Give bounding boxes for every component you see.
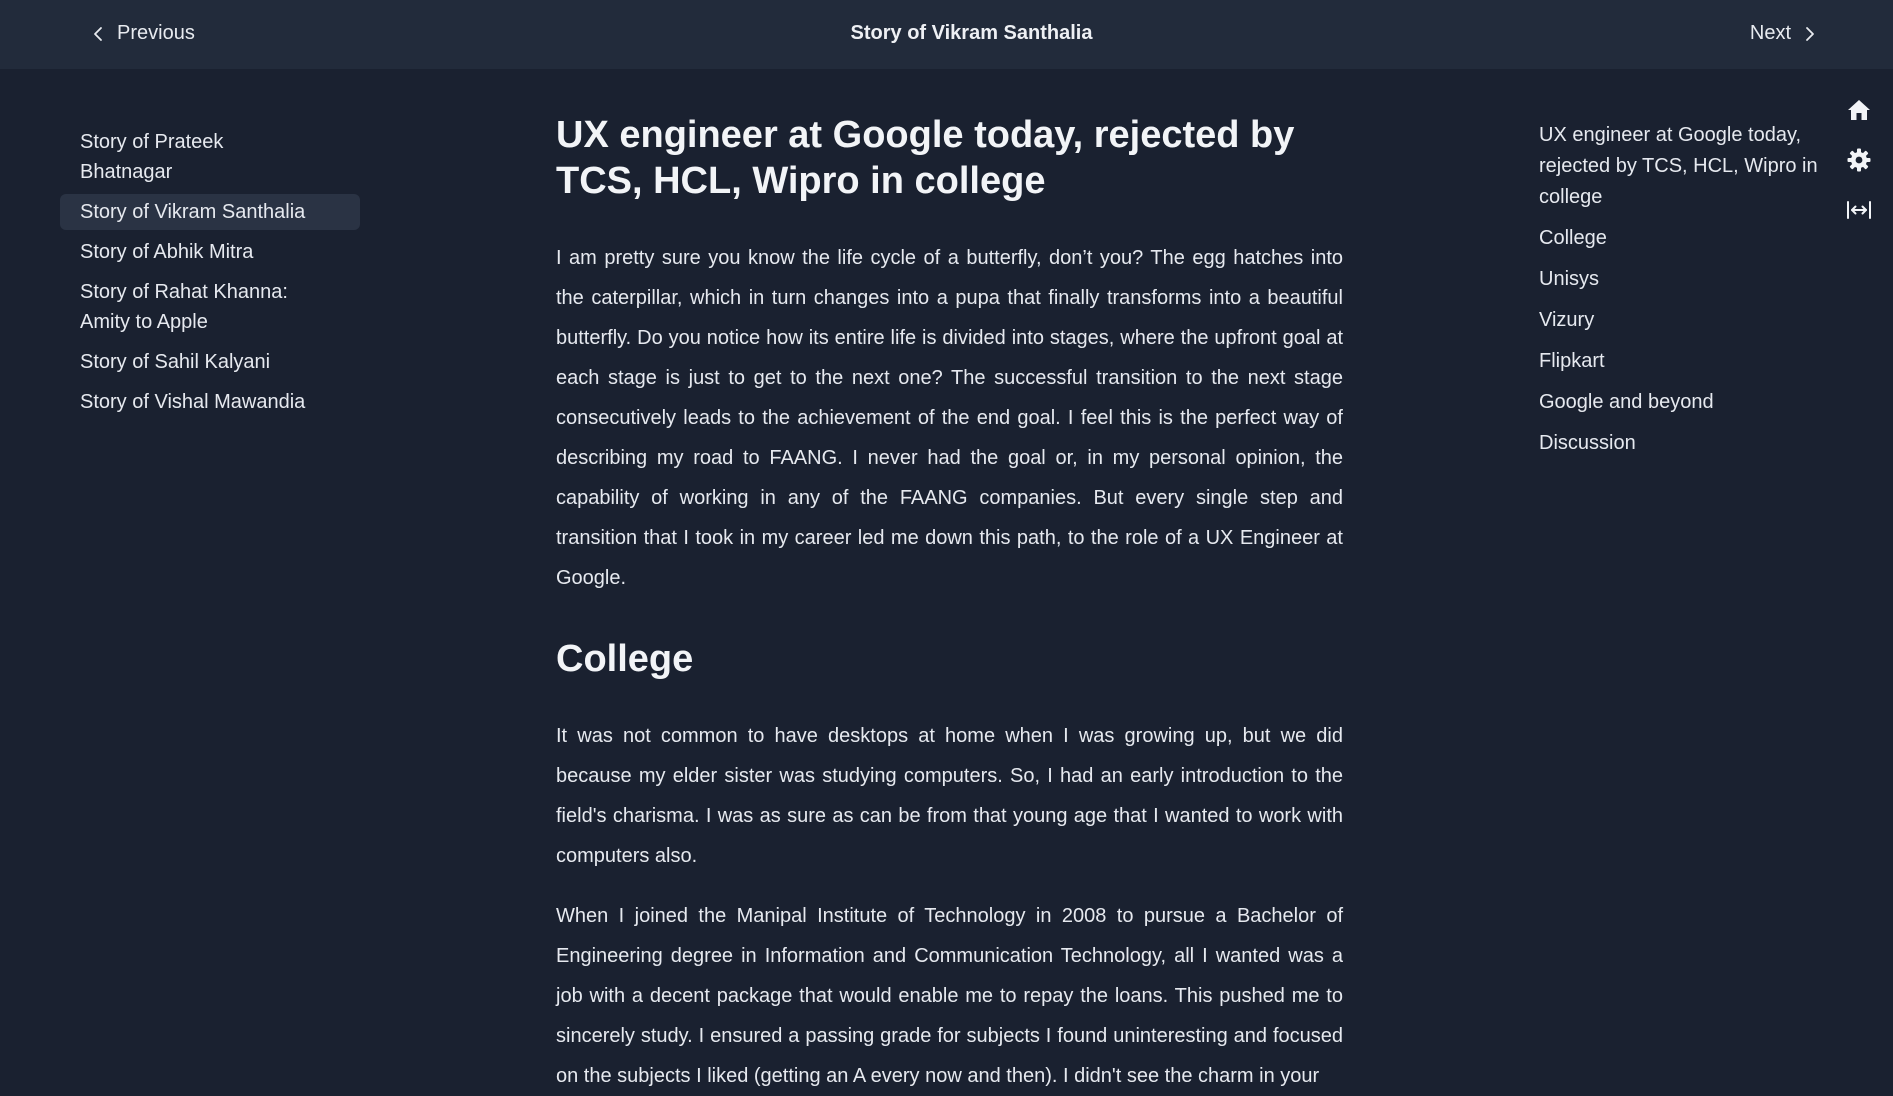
toc-item-google-and-beyond[interactable]: Google and beyond <box>1539 391 1714 413</box>
college-paragraph-1: It was not common to have desktops at home when I was growing up, but we did because my elder sister was studying computers. So, I had an early introduction to the field's charisma. I was as sure as can be from that young age that I wanted to work with computers also. <box>556 725 1343 867</box>
toc-item-unisys[interactable]: Unisys <box>1539 268 1600 290</box>
home-icon[interactable] <box>1846 97 1872 123</box>
article-content <box>556 112 1343 1096</box>
table-of-contents <box>1539 120 1829 469</box>
section-heading-college: College <box>556 638 694 680</box>
next-link[interactable] <box>1750 22 1817 45</box>
toc-item-discussion[interactable]: Discussion <box>1539 432 1636 454</box>
previous-label: Previous <box>117 22 195 44</box>
sidebar-item-vishal-mawandia[interactable]: Story of Vishal Mawandia <box>80 391 306 413</box>
sidebar-item-vikram-santhalia[interactable]: Story of Vikram Santhalia <box>60 194 360 230</box>
expand-width-icon[interactable] <box>1846 197 1872 223</box>
toc-item-vizury[interactable]: Vizury <box>1539 309 1595 331</box>
toc-item-flipkart[interactable]: Flipkart <box>1539 350 1605 372</box>
gear-icon[interactable] <box>1846 147 1872 173</box>
sidebar-item-abhik-mitra[interactable]: Story of Abhik Mitra <box>80 241 254 263</box>
sidebar-item-rahat-khanna[interactable]: Story of Rahat Khanna: Amity to Apple <box>80 281 288 333</box>
sidebar-item-prateek-bhatnagar[interactable]: Story of Prateek Bhatnagar <box>80 131 224 183</box>
toc-item-intro[interactable]: UX engineer at Google today, rejected by TCS, HCL, Wipro in college <box>1539 124 1818 208</box>
next-label: Next <box>1749 22 1791 44</box>
article-title: UX engineer at Google today, rejected by TCS, HCL, Wipro in college <box>556 114 1295 202</box>
intro-paragraph: I am pretty sure you know the life cycle of a butterfly, don’t you? The egg hatches into the caterpillar, which in turn changes into a pupa that finally transforms into a beautiful butterfly. Do you notice how its entire life is divided into stages, where the upfront goal at each stage is just to get to the next one? The successful transition to the next stage consecutively leads to the achievement of the end goal. I feel this is the perfect way of describing my road to FAANG. I never had the goal or, in my personal opinion, the capability of working in any of the FAANG companies. But every single step and transition that I took in my career led me down this path, to the role of a UX Engineer at Google. <box>556 247 1343 589</box>
sidebar-item-sahil-kalyani[interactable]: Story of Sahil Kalyani <box>80 351 271 373</box>
chevron-right-icon <box>1803 24 1817 44</box>
page-title: Story of Vikram Santhalia <box>850 22 1093 44</box>
college-paragraph-2: When I joined the Manipal Institute of Technology in 2008 to pursue a Bachelor of Engineering degree in Information and Communication Technology, all I wanted was a job with a decent package that would enable me to repay the loans. This pushed me to sincerely study. I ensured a passing grade for subjects I found uninteresting and focused on the subjects I liked (getting an A every now and then). I didn't see the charm in your <box>556 905 1343 1087</box>
toc-item-college[interactable]: College <box>1539 227 1607 249</box>
top-navigation-bar <box>0 0 1893 69</box>
chapter-sidebar <box>60 124 360 424</box>
